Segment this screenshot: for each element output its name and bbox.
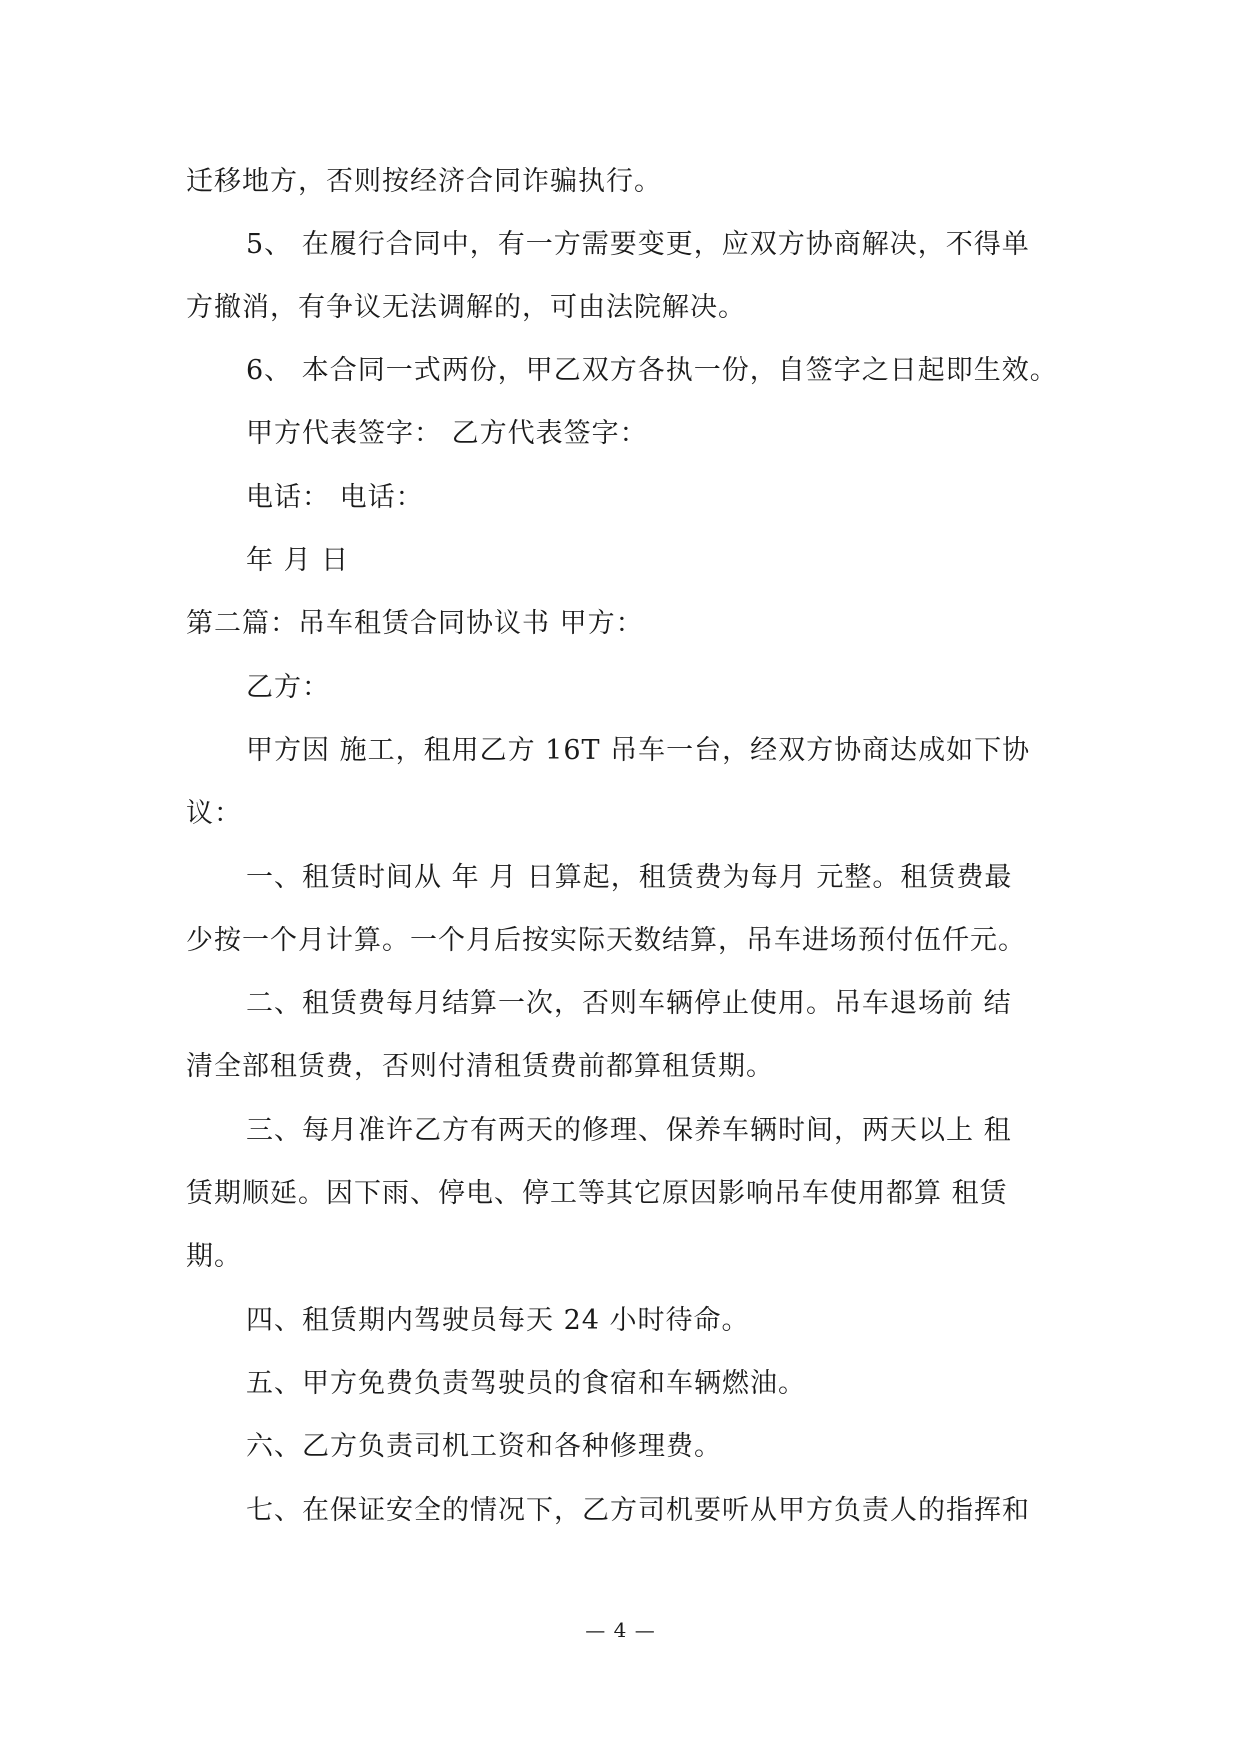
text-line: 四、租赁期内驾驶员每天 24 小时待命。 bbox=[246, 1305, 750, 1336]
text-line: 清全部租赁费，否则付清租赁费前都算租赁期。 bbox=[186, 1051, 774, 1082]
text-line: 乙方： bbox=[246, 672, 330, 703]
text-line: 赁期顺延。因下雨、停电、停工等其它原因影响吊车使用都算 租赁 bbox=[186, 1178, 1008, 1209]
section-heading: 第二篇：吊车租赁合同协议书 甲方： bbox=[186, 608, 644, 639]
page-number: — 4 — bbox=[585, 1618, 656, 1642]
text-line: 三、每月准许乙方有两天的修理、保养车辆时间，两天以上 租 bbox=[246, 1115, 1012, 1146]
text-line: 迁移地方，否则按经济合同诈骗执行。 bbox=[186, 166, 662, 197]
text-line: 少按一个月计算。一个月后按实际天数结算，吊车进场预付伍仟元。 bbox=[186, 925, 1026, 956]
text-line: 二、租赁费每月结算一次，否则车辆停止使用。吊车退场前 结 bbox=[246, 988, 1012, 1019]
text-line: 一、租赁时间从 年 月 日算起，租赁费为每月 元整。租赁费最 bbox=[246, 862, 1013, 893]
text-line: 期。 bbox=[186, 1241, 242, 1272]
text-line: 甲方代表签字： 乙方代表签字： bbox=[246, 418, 648, 449]
text-line: 六、乙方负责司机工资和各种修理费。 bbox=[246, 1431, 722, 1462]
text-line: 电话： 电话： bbox=[246, 482, 424, 513]
text-line: 年 月 日 bbox=[246, 545, 350, 576]
text-line: 甲方因 施工，租用乙方 16T 吊车一台，经双方协商达成如下协 bbox=[246, 735, 1031, 766]
text-line: 6、 本合同一式两份，甲乙双方各执一份，自签字之日起即生效。 bbox=[246, 355, 1058, 386]
text-line: 方撤消，有争议无法调解的，可由法院解决。 bbox=[186, 292, 746, 323]
text-line: 七、在保证安全的情况下，乙方司机要听从甲方负责人的指挥和 bbox=[246, 1495, 1030, 1526]
text-line: 5、 在履行合同中，有一方需要变更，应双方协商解决，不得单 bbox=[246, 229, 1030, 260]
text-line: 五、甲方免费负责驾驶员的食宿和车辆燃油。 bbox=[246, 1368, 806, 1399]
text-line: 议： bbox=[186, 798, 242, 829]
